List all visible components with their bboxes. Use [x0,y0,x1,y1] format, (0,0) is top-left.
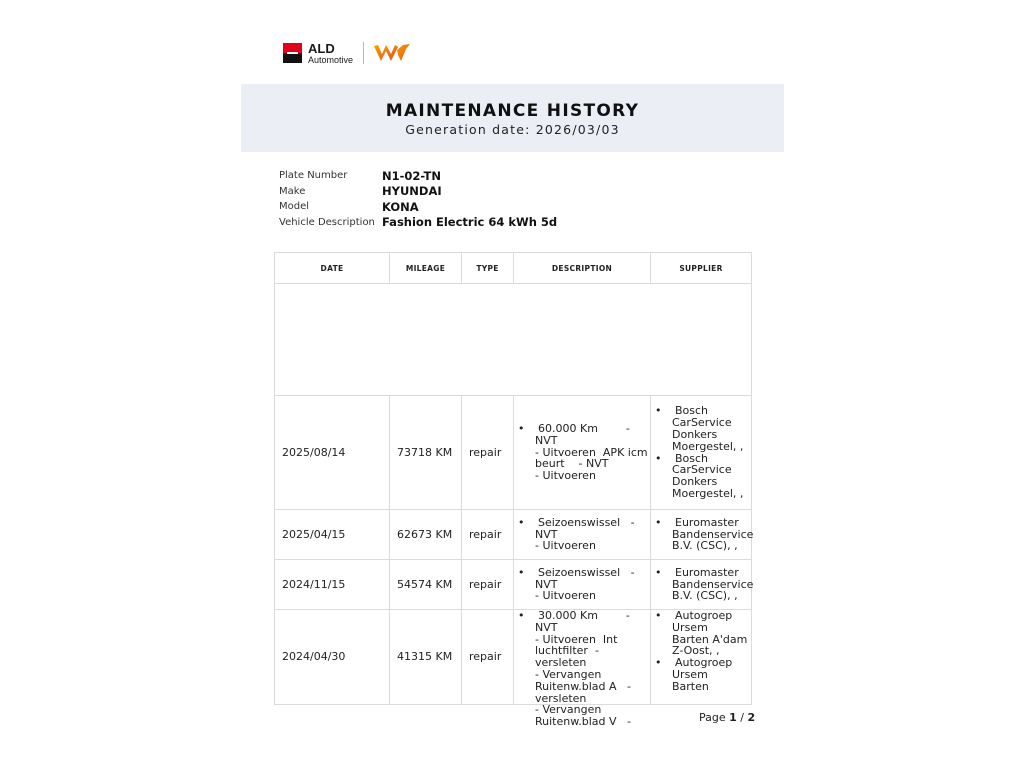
title-banner [241,84,784,152]
cell-type: repair [462,560,514,610]
column-header-mileage: MILEAGE [390,253,462,284]
company-logo [283,40,411,66]
info-label: Vehicle Description [279,216,375,228]
info-label: Model [279,201,310,213]
cell-date: 2025/08/14 [275,396,390,510]
cell-type: repair [462,510,514,560]
vehicle-info [279,168,557,230]
cell-supplier [651,610,752,705]
cell-mileage: 41315 KM [390,610,462,705]
column-header-date: DATE [275,253,390,284]
page-indicator [699,711,755,724]
table-row [275,610,752,705]
supplier-item: • Autogroep Ursem Barten A'dam Z-Oost, , [672,610,748,657]
cell-description [514,510,651,560]
vehicle-info-row-description [279,215,557,231]
cell-supplier [651,510,752,560]
page-title: MAINTENANCE HISTORY [385,101,640,121]
table-row [275,510,752,560]
info-label: Plate Number [279,170,348,182]
cell-type: repair [462,610,514,705]
page-prefix: Page [699,711,726,724]
cell-supplier [651,560,752,610]
partner-w-logo-icon [373,42,411,64]
description-item: • Seizoenswissel - NVT - Uitvoeren [535,567,650,602]
column-header-supplier: SUPPLIER [651,253,752,284]
cell-description [514,396,651,510]
ald-wordmark [308,42,353,65]
ald-logo-square-icon [283,43,302,63]
table-header-row [275,253,752,284]
column-header-type: TYPE [462,253,514,284]
cell-date: 2024/11/15 [275,560,390,610]
ald-wordmark-ald: ALD [308,40,335,56]
page-current: 1 [729,711,737,724]
cell-mileage: 54574 KM [390,560,462,610]
cell-description [514,609,651,729]
logo-divider [363,42,364,64]
cell-date: 2025/04/15 [275,510,390,560]
vehicle-info-row-plate [279,168,557,184]
column-header-description: DESCRIPTION [514,253,651,284]
vehicle-info-row-model [279,199,557,215]
info-value: Fashion Electric 64 kWh 5d [382,215,558,230]
empty-cell [275,284,752,396]
cell-date: 2024/04/30 [275,610,390,705]
supplier-item: • Euromaster Bandenservice B.V. (CSC), , [672,517,748,552]
page-separator: / [740,711,745,724]
description-item: • 60.000 Km - NVT - Uitvoeren APK icm beurt - NVT - Uitvoeren [535,423,650,482]
cell-supplier [651,396,752,510]
generation-date: Generation date: 2026/03/03 [405,122,620,137]
info-value: N1-02-TN [382,168,441,183]
table-row [275,396,752,510]
table-row [275,560,752,610]
supplier-item: • Bosch CarService Donkers Moergestel, , [672,405,748,452]
cell-mileage: 73718 KM [390,396,462,510]
supplier-item: • Autogroep Ursem Barten [672,657,748,692]
info-value: HYUNDAI [382,184,442,199]
supplier-item: • Euromaster Bandenservice B.V. (CSC), , [672,567,748,602]
info-label: Make [279,185,306,197]
info-value: KONA [382,199,419,214]
description-item: • Seizoenswissel - NVT - Uitvoeren [535,517,650,552]
table-spacer-row [275,284,752,396]
description-item: • 30.000 Km - NVT - Uitvoeren Int luchtfilter - versleten - Vervangen Ruitenw.blad A - versleten - Vervangen Ruitenw.blad V - [535,610,650,728]
ald-wordmark-automotive: Automotive [308,54,354,65]
cell-mileage: 62673 KM [390,510,462,560]
vehicle-info-row-make [279,184,557,200]
supplier-item: • Bosch CarService Donkers Moergestel, , [672,453,748,500]
cell-type: repair [462,396,514,510]
cell-description [514,560,651,610]
page-total: 2 [747,711,756,724]
